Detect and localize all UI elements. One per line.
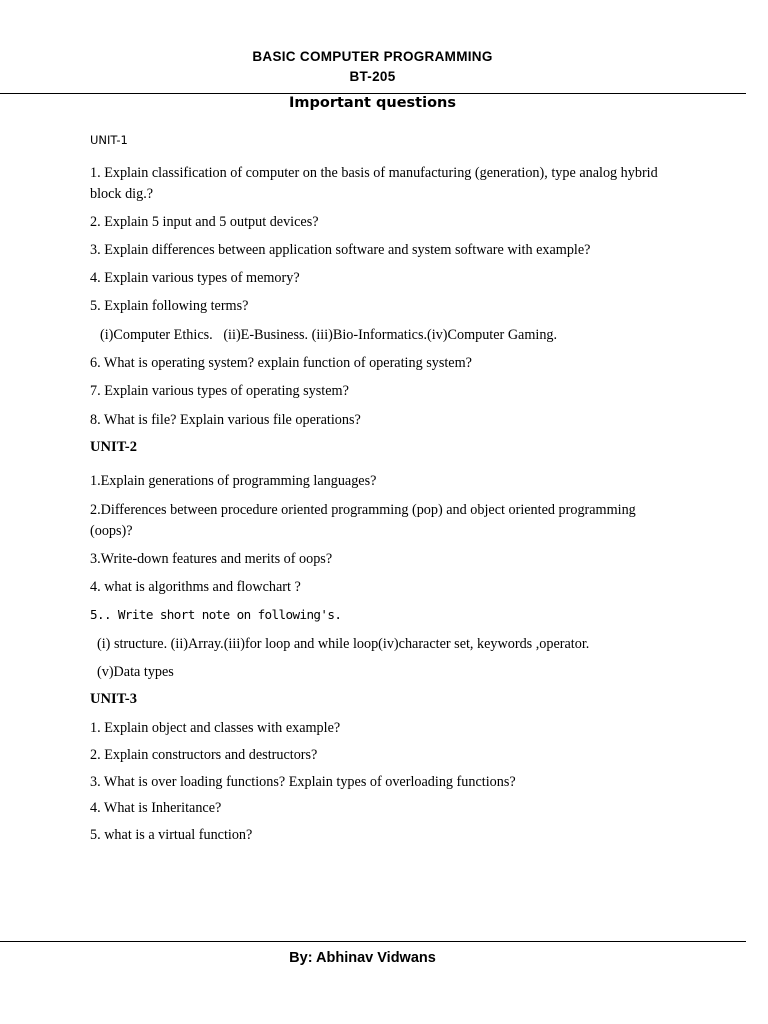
unit-1-question-5: 5. Explain following terms? bbox=[90, 298, 249, 314]
bottom-divider bbox=[0, 941, 746, 942]
unit-2-question-1: 1.Explain generations of programming languages? bbox=[90, 473, 377, 489]
unit-3-question-2: 2. Explain constructors and destructors? bbox=[90, 747, 318, 763]
document-title: BASIC COMPUTER PROGRAMMING bbox=[252, 49, 493, 64]
unit-2-question-5: 5.. Write short note on following's. bbox=[90, 607, 342, 622]
unit-1-question-6: 6. What is operating system? explain function of operating system? bbox=[90, 355, 472, 371]
unit-2-heading: UNIT-2 bbox=[90, 439, 138, 455]
course-code: BT-205 bbox=[349, 69, 396, 84]
unit-3-question-5: 5. what is a virtual function? bbox=[90, 827, 253, 843]
unit-1-question-5-terms: (i)Computer Ethics. (ii)E-Business. (iii)Bio-Informatics.(iv)Computer Gaming. bbox=[100, 327, 558, 343]
unit-3-question-4: 4. What is Inheritance? bbox=[90, 800, 222, 816]
unit-1-question-8: 8. What is file? Explain various file operations? bbox=[90, 412, 361, 428]
unit-3-heading: UNIT-3 bbox=[90, 691, 138, 707]
unit-1-question-7: 7. Explain various types of operating system? bbox=[90, 383, 349, 399]
unit-1-question-3: 3. Explain differences between application software and system software with example? bbox=[90, 242, 591, 258]
top-divider bbox=[0, 93, 746, 94]
unit-2-question-4: 4. what is algorithms and flowchart ? bbox=[90, 579, 301, 595]
unit-1-question-2: 2. Explain 5 input and 5 output devices? bbox=[90, 214, 319, 230]
unit-1-heading: UNIT-1 bbox=[90, 133, 128, 147]
unit-2-question-2: 2.Differences between procedure oriented programming (pop) and object oriented programming (oops)? bbox=[90, 502, 636, 539]
unit-2-question-5-data-types: (v)Data types bbox=[97, 664, 174, 680]
document-subtitle: Important questions bbox=[289, 95, 456, 111]
author-credit: By: Abhinav Vidwans bbox=[289, 950, 436, 966]
unit-3-question-1: 1. Explain object and classes with example? bbox=[90, 720, 341, 736]
unit-1-question-4: 4. Explain various types of memory? bbox=[90, 270, 300, 286]
unit-2-question-5-topics: (i) structure. (ii)Array.(iii)for loop and while loop(iv)character set, keywords ,operator. bbox=[97, 636, 590, 652]
unit-3-question-3: 3. What is over loading functions? Explain types of overloading functions? bbox=[90, 774, 516, 790]
unit-1-question-1: 1. Explain classification of computer on the basis of manufacturing (generation), type analog hybrid block dig.? bbox=[90, 165, 658, 202]
unit-2-question-3: 3.Write-down features and merits of oops? bbox=[90, 551, 333, 567]
